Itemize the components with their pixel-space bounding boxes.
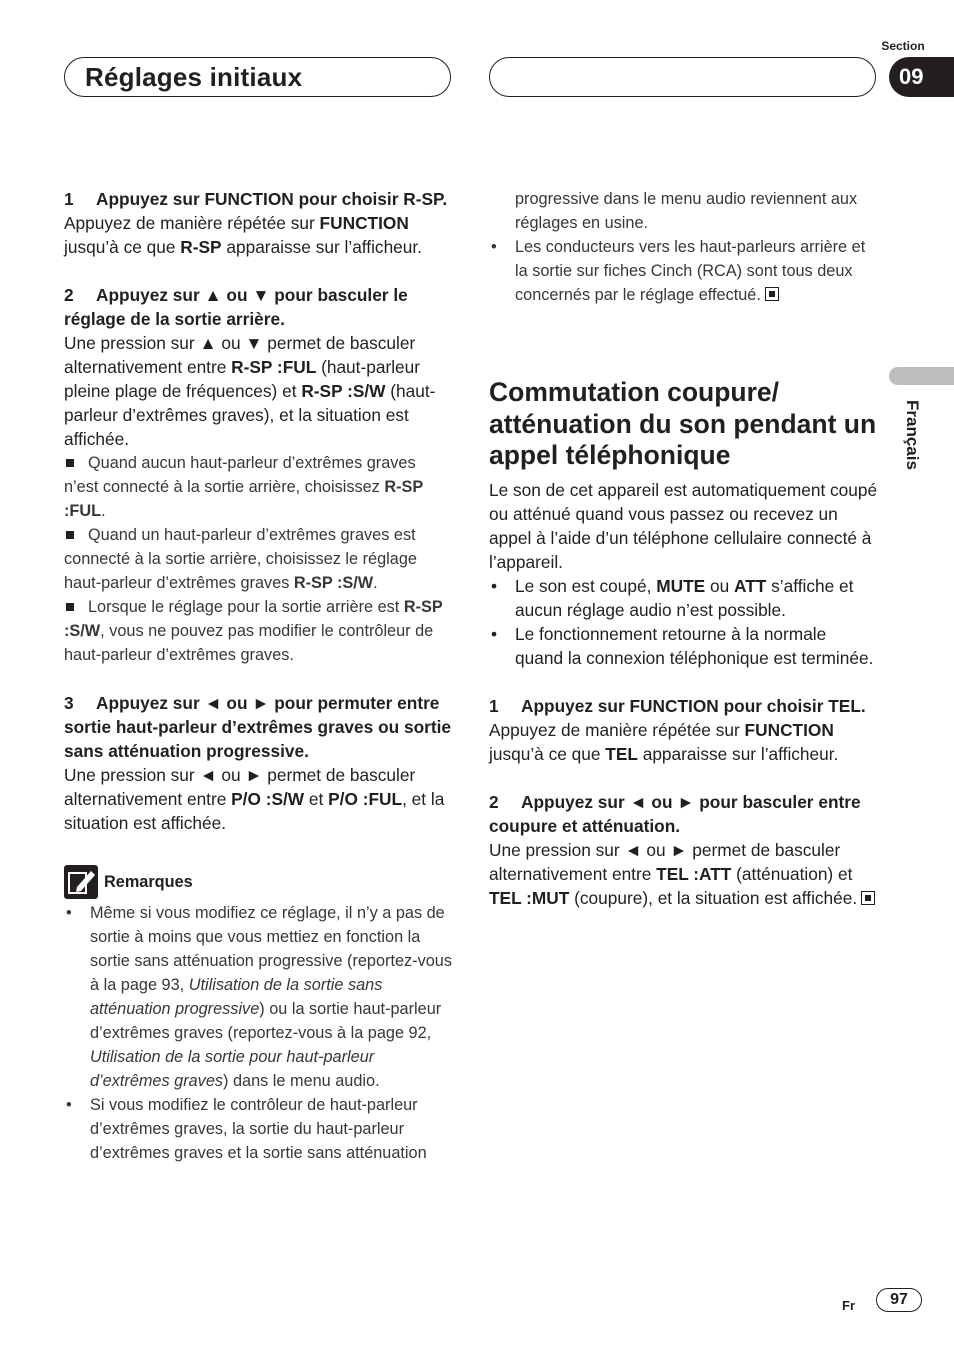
arrow-left-icon: ◄	[624, 839, 642, 860]
square-bullet-icon	[66, 531, 74, 539]
pencil-note-icon	[64, 865, 98, 899]
note-item-continued: progressive dans le menu audio reviennent aux réglages en usine.	[515, 190, 858, 232]
step-3-title: 3 Appuyez sur ◄ ou ► pour permuter entre sortie haut-parleur d’extrêmes graves ou sortie sans atténuation progressive.	[64, 693, 452, 761]
footer-language: Fr	[842, 1298, 855, 1313]
arrow-up-icon: ▲	[204, 285, 222, 305]
tel-step-1-title: 1 Appuyez sur FUNCTION pour choisir TEL.	[489, 695, 866, 716]
end-mark-icon	[765, 287, 779, 301]
square-bullet-item: Quand aucun haut-parleur d’extrêmes graves n’est connecté à la sortie arrière, choisissez R-SP :FUL.	[64, 454, 423, 520]
arrow-left-icon: ◄	[199, 765, 217, 785]
arrow-right-icon: ►	[677, 791, 695, 812]
bullet-dot-icon: •	[491, 238, 497, 256]
tel-step-1-body: Appuyez de manière répétée sur FUNCTION jusqu’à ce que TEL apparaisse sur l’afficheur.	[489, 719, 839, 764]
arrow-right-icon: ►	[245, 765, 263, 785]
step-2-title: 2 Appuyez sur ▲ ou ▼ pour basculer le réglage de la sortie arrière.	[64, 285, 408, 329]
page-number: 97	[876, 1288, 922, 1312]
step-2-body: Une pression sur ▲ ou ▼ permet de basculer alternativement entre R-SP :FUL (haut-parleur pleine plage de fréquences) et R-SP :S/W (haut-parleur d’extrêmes graves), et la situation est affichée.	[64, 333, 436, 449]
arrow-down-icon: ▼	[245, 333, 263, 353]
square-bullet-icon	[66, 459, 74, 467]
note-item: • Même si vous modifiez ce réglage, il n’y a pas de sortie à moins que vous mettiez en fonction la sortie sans atténuation progressive (reportez-vous à la page 93, Utilisation de la sortie sans atténuation progressive) ou la sortie haut-parleur d’extrêmes graves (reportez-vous à la page 92, Utilisation de la sortie pour haut-parleur d’extrêmes graves) dans le menu audio.	[64, 901, 454, 1093]
arrow-left-icon: ◄	[204, 693, 222, 713]
arrow-left-icon: ◄	[629, 791, 647, 812]
section-heading: Commutation coupure/ atténuation du son pendant un appel téléphonique	[489, 377, 877, 470]
arrow-up-icon: ▲	[199, 333, 217, 353]
bullet-item: • Le son est coupé, MUTE ou ATT s’affiche et aucun réglage audio n’est possible.	[491, 575, 854, 620]
header-title-box	[64, 57, 451, 97]
bullet-dot-icon: •	[491, 575, 498, 596]
end-mark-icon	[861, 891, 875, 905]
arrow-down-icon: ▼	[252, 285, 270, 305]
note-item: • Si vous modifiez le contrôleur de haut-parleur d’extrêmes graves, la sortie du haut-parleur d’extrêmes graves et la sortie sans atténuation	[64, 1093, 454, 1165]
section-number-badge: 09	[889, 57, 954, 97]
step-1-title: 1 Appuyez sur FUNCTION pour choisir R-SP.	[64, 189, 448, 209]
header-empty-box	[489, 57, 876, 97]
arrow-right-icon: ►	[670, 839, 688, 860]
bullet-dot-icon: •	[491, 623, 498, 644]
bullet-item: • Le fonctionnement retourne à la normale quand la connexion téléphonique est terminée.	[491, 623, 874, 668]
right-column	[489, 187, 879, 910]
bullet-dot-icon: •	[66, 1096, 72, 1114]
tel-step-2-title: 2 Appuyez sur ◄ ou ► pour basculer entre coupure et atténuation.	[489, 791, 861, 836]
bullet-dot-icon: •	[66, 904, 72, 922]
page-title: Réglages initiaux	[85, 62, 303, 92]
step-1-body: Appuyez de manière répétée sur FUNCTION jusqu’à ce que R-SP apparaisse sur l’afficheur.	[64, 213, 423, 257]
square-bullet-item: Lorsque le réglage pour la sortie arrière est R-SP :S/W, vous ne pouvez pas modifier le contrôleur de haut-parleur d’extrêmes graves.	[64, 598, 443, 664]
arrow-right-icon: ►	[252, 693, 270, 713]
note-item: • Les conducteurs vers les haut-parleurs arrière et la sortie sur fiches Cinch (RCA) sont tous deux concernés par le réglage effectué.	[489, 235, 879, 307]
intro-paragraph: Le son de cet appareil est automatiquement coupé ou atténué quand vous passez ou recevez un appel à l’aide d’un téléphone cellulaire connecté à l’appareil.	[489, 479, 878, 572]
tel-step-2-body: Une pression sur ◄ ou ► permet de basculer alternativement entre TEL :ATT (atténuation) et TEL :MUT (coupure), et la situation est affichée.	[489, 838, 879, 910]
language-tab	[889, 367, 954, 385]
step-3-body: Une pression sur ◄ ou ► permet de basculer alternativement entre P/O :S/W et P/O :FUL, et la situation est affichée.	[64, 765, 445, 833]
notes-header	[64, 865, 454, 901]
section-label: Section	[881, 39, 925, 53]
notes-label: Remarques	[104, 873, 193, 891]
square-bullet-icon	[66, 603, 74, 611]
left-column	[64, 187, 454, 1165]
language-label: Français	[903, 400, 922, 470]
square-bullet-item: Quand un haut-parleur d’extrêmes graves est connecté à la sortie arrière, choisissez le réglage haut-parleur d’extrêmes graves R-SP :S/W.	[64, 526, 417, 592]
